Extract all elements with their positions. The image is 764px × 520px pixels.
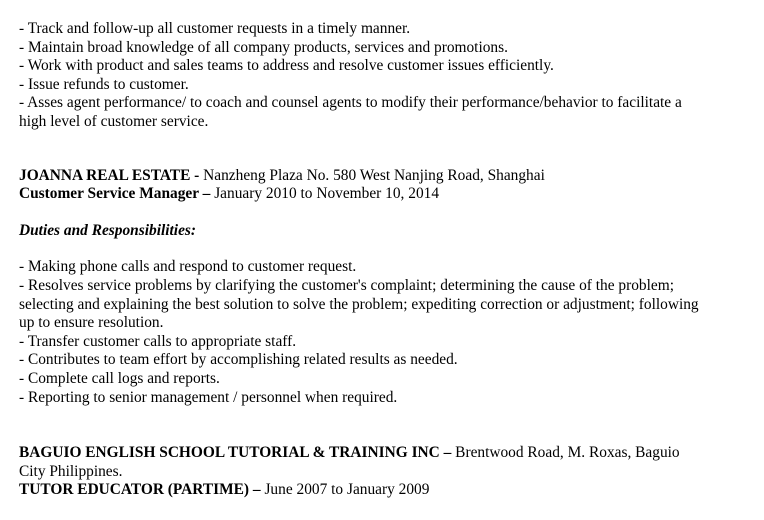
duties-heading: Duties and Responsibilities: — [19, 221, 197, 239]
company-location: Nanzheng Plaza No. 580 West Nanjing Road, Shanghai — [199, 166, 545, 184]
duty-item: - Maintain broad knowledge of all company products, services and promotions. — [19, 38, 508, 56]
previous-job-duties — [19, 20, 744, 132]
position-title: TUTOR EDUCATOR (PARTIME) – — [19, 481, 261, 499]
position-line — [19, 481, 744, 500]
position-line — [19, 185, 744, 204]
resume-page — [19, 20, 744, 500]
duty-item: - Issue refunds to customer. — [19, 75, 189, 93]
position-dates: June 2007 to January 2009 — [260, 481, 430, 499]
job-entry-baguio — [19, 444, 744, 500]
job-entry-joanna — [19, 167, 744, 408]
position-dates: January 2010 to November 10, 2014 — [210, 185, 440, 203]
company-location-continuation: City Philippines. — [19, 462, 123, 480]
duty-item: - Track and follow-up all customer requests in a timely manner. — [19, 20, 411, 37]
duty-item: - Resolves service problems by clarifying the customer's complaint; determining the cause of the problem; — [19, 276, 674, 294]
duty-item: - Asses agent performance/ to coach and counsel agents to modify their performance/behavior to facilitate a — [19, 94, 682, 112]
duty-item: - Transfer customer calls to appropriate staff. — [19, 332, 297, 350]
company-line — [19, 444, 744, 463]
company-name: BAGUIO ENGLISH SCHOOL TUTORIAL & TRAINING INC – — [19, 444, 452, 462]
company-location: Brentwood Road, M. Roxas, Baguio — [451, 444, 680, 462]
duties-list — [19, 258, 744, 407]
duty-item: - Work with product and sales teams to address and resolve customer issues efficiently. — [19, 57, 554, 75]
duty-item: - Making phone calls and respond to customer request. — [19, 258, 357, 276]
duty-item-continuation: high level of customer service. — [19, 112, 209, 130]
duty-item: - Reporting to senior management / personnel when required. — [19, 388, 398, 406]
duty-item-continuation: selecting and explaining the best solution to solve the problem; expediting correction or adjustment; following — [19, 295, 699, 313]
duty-item: - Complete call logs and reports. — [19, 369, 220, 387]
position-title: Customer Service Manager – — [19, 185, 211, 203]
company-line — [19, 167, 744, 186]
duty-item-continuation: up to ensure resolution. — [19, 314, 164, 332]
duty-item: - Contributes to team effort by accomplishing related results as needed. — [19, 351, 458, 369]
company-name: JOANNA REAL ESTATE - — [19, 166, 200, 184]
